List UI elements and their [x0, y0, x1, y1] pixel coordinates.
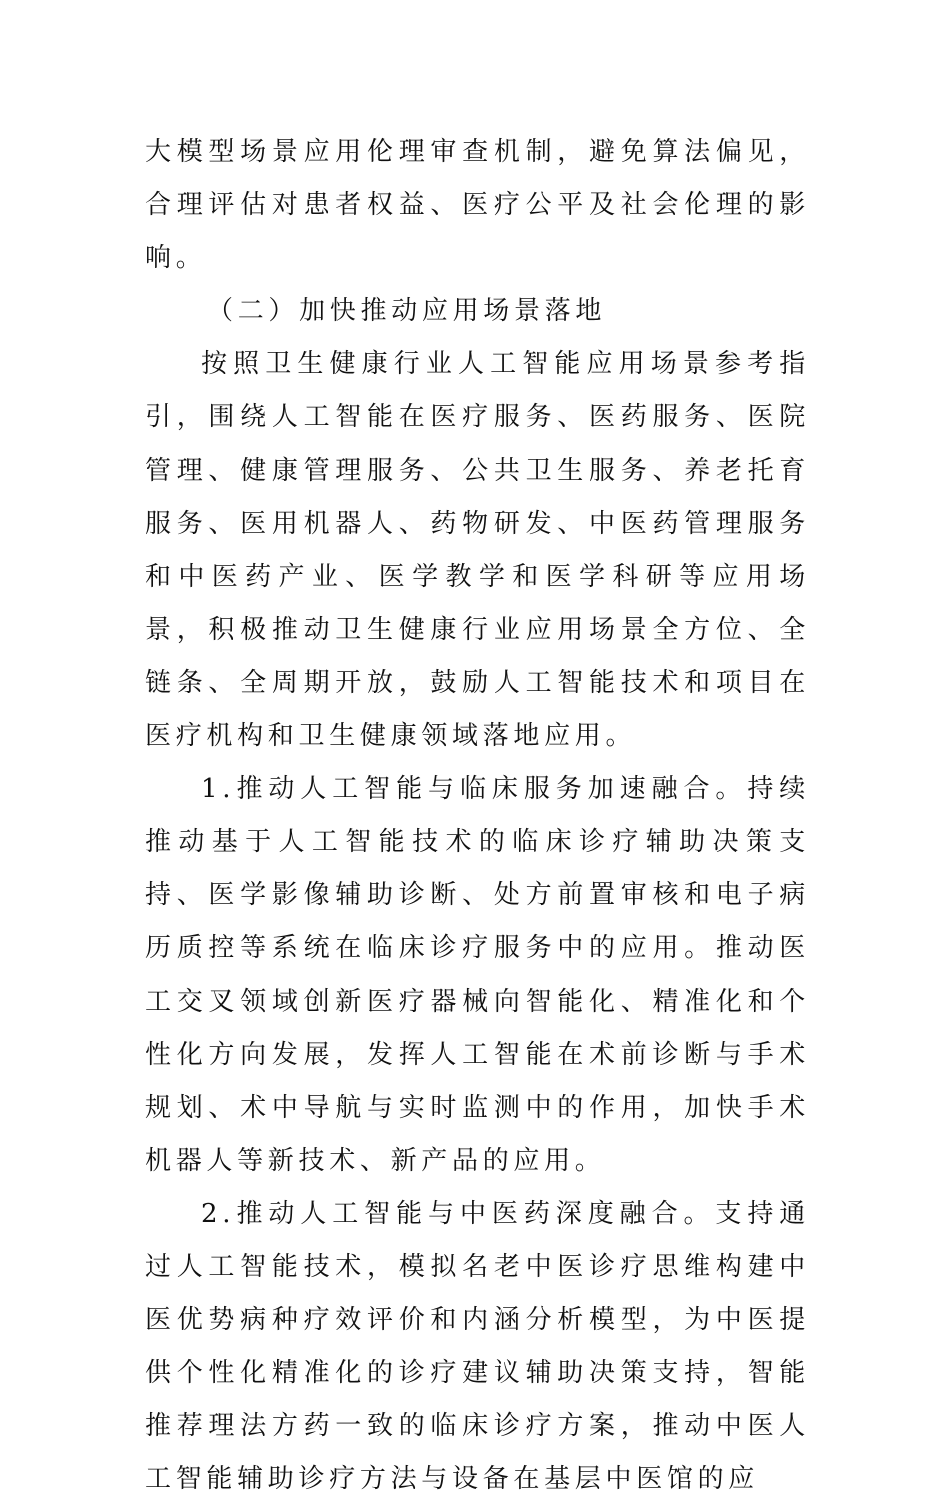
paragraph-item-1: 1.推动人工智能与临床服务加速融合。持续推动基于人工智能技术的临床诊疗辅助决策支持、医学影像辅助诊断、处方前置审核和电子病历质控等系统在临床诊疗服务中的应用。推动医工交叉领域创新医疗器械向智能化、精准化和个性化方向发展，发挥人工智能在术前诊断与手术规划、术中导航与实时监测中的作用，加快手术机器人等新技术、新产品的应用。 [145, 774, 810, 1176]
document-body [145, 126, 810, 1506]
section-heading: （二）加快推动应用场景落地 [207, 296, 607, 327]
paragraph-continuation: 大模型场景应用伦理审查机制，避免算法偏见，合理评估对患者权益、医疗公平及社会伦理的影响。 [145, 137, 810, 274]
paragraph-intro: 按照卫生健康行业人工智能应用场景参考指引，围绕人工智能在医疗服务、医药服务、医院管理、健康管理服务、公共卫生服务、养老托育服务、医用机器人、药物研发、中医药管理服务和中医药产业、医学教学和医学科研等应用场景，积极推动卫生健康行业应用场景全方位、全链条、全周期开放，鼓励人工智能技术和项目在医疗机构和卫生健康领域落地应用。 [145, 349, 810, 752]
paragraph-item-2: 2.推动人工智能与中医药深度融合。支持通过人工智能技术，模拟名老中医诊疗思维构建中医优势病种疗效评价和内涵分析模型，为中医提供个性化精准化的诊疗建议辅助决策支持，智能推荐理法方药一致的临床诊疗方案，推动中医人工智能辅助诊疗方法与设备在基层中医馆的应 [145, 1198, 810, 1495]
